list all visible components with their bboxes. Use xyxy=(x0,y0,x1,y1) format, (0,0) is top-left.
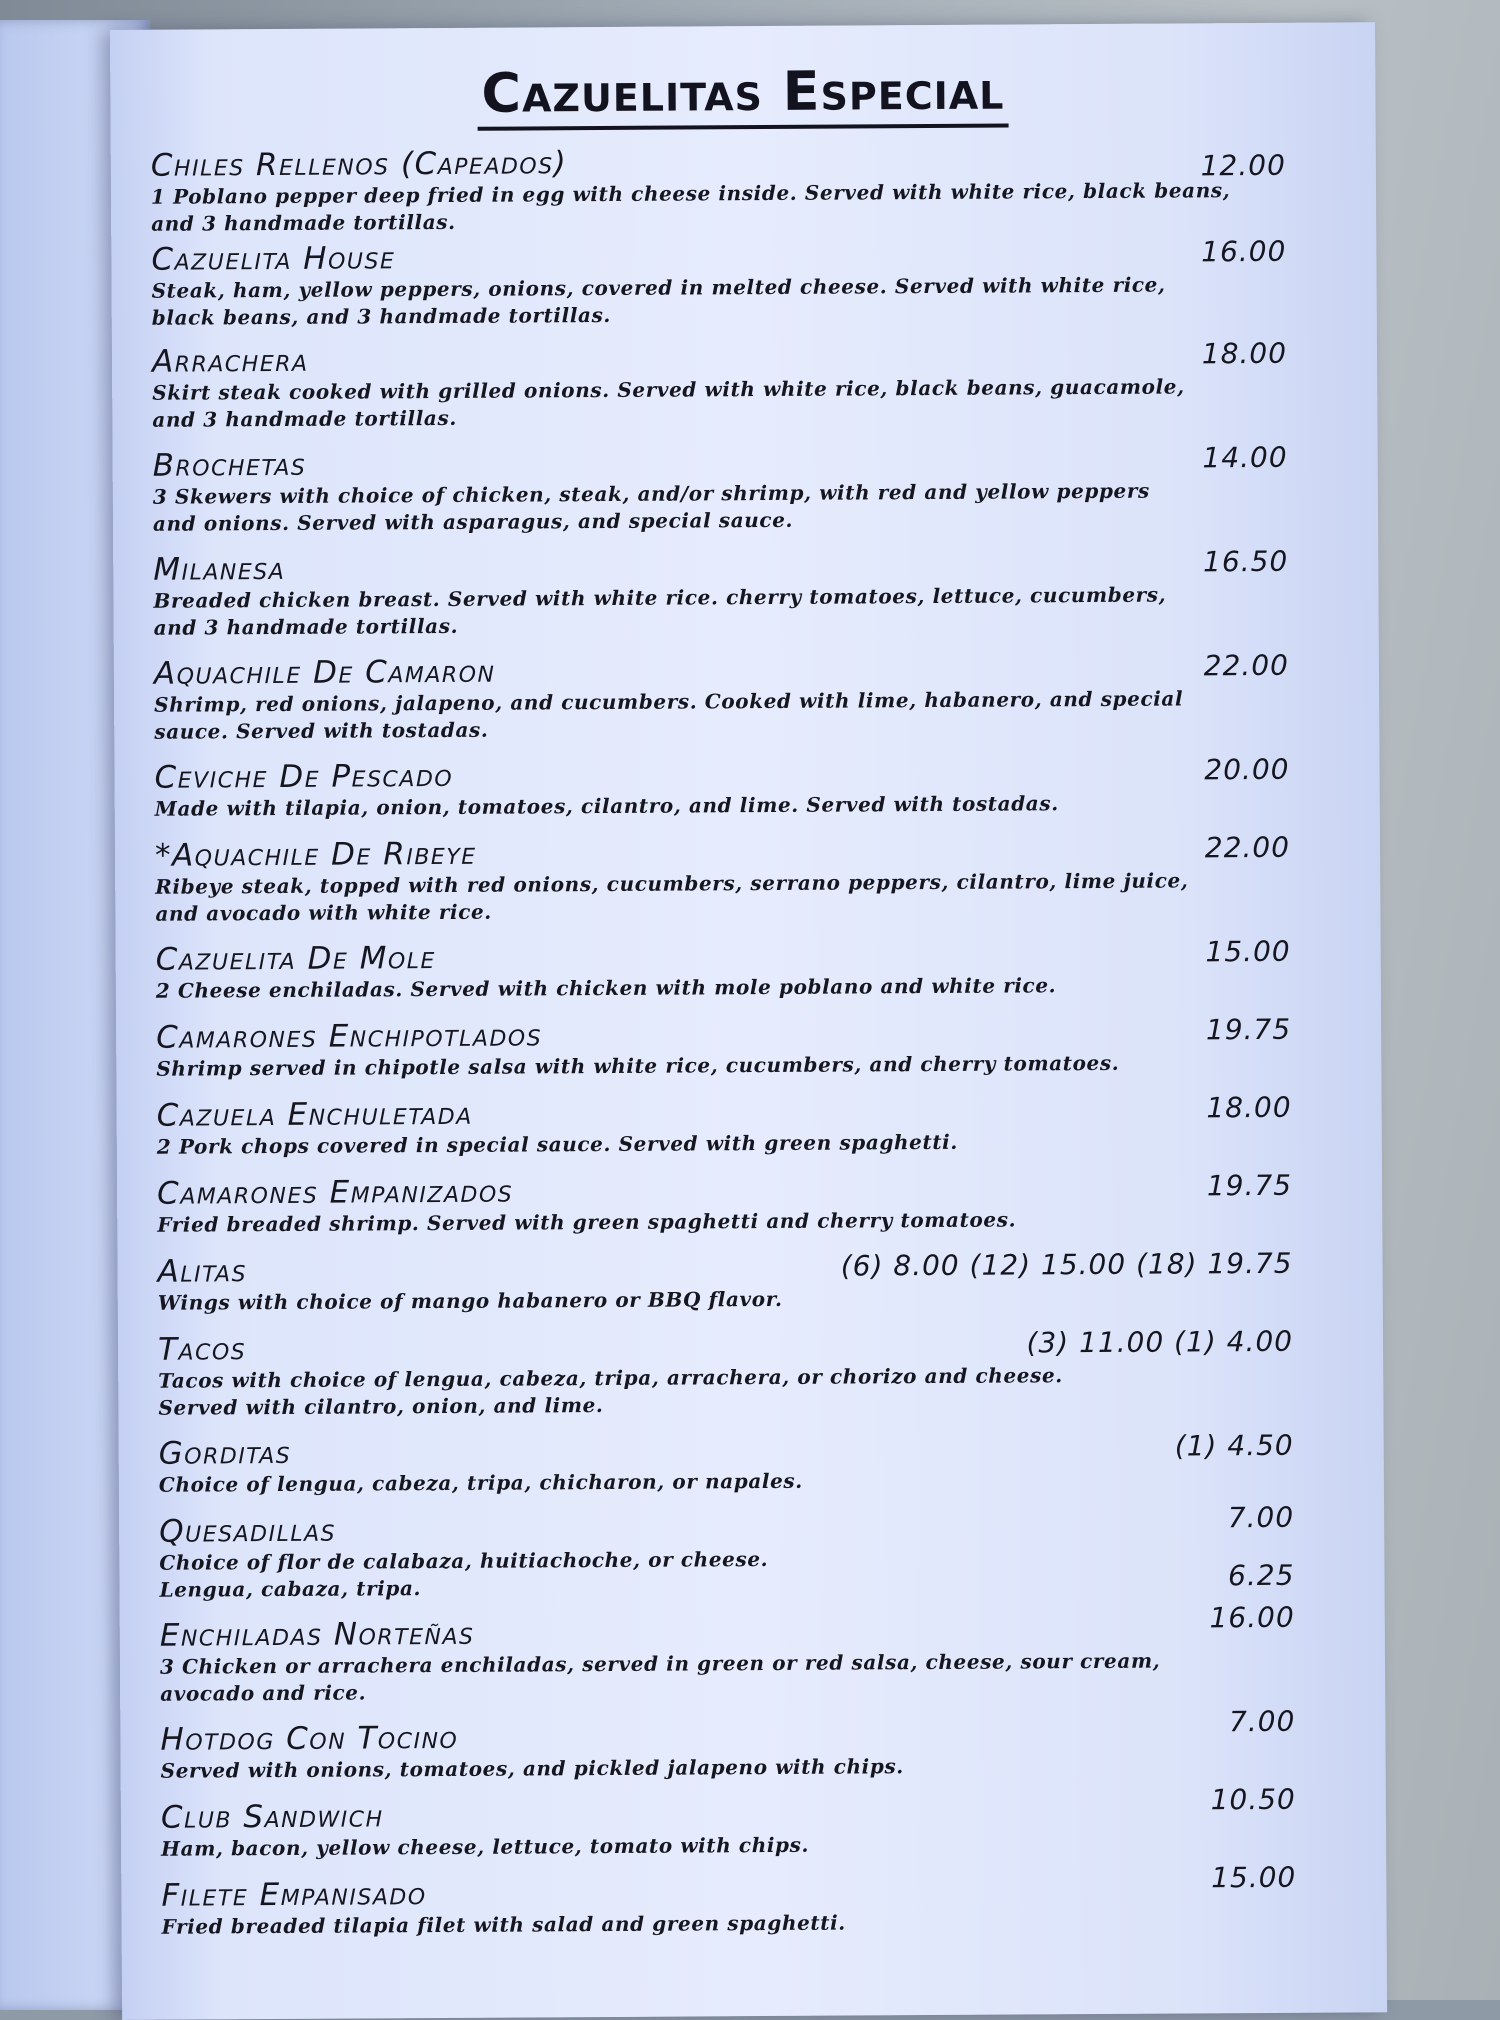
item-name: Aquachile De Camaron xyxy=(153,653,496,692)
menu-item xyxy=(154,648,1380,745)
item-price: 12.00 xyxy=(1200,148,1286,183)
item-name: Filete Empanisado xyxy=(161,1876,427,1914)
item-price: 7.00 xyxy=(1228,1704,1296,1739)
menu-item xyxy=(155,830,1381,927)
item-price: 19.75 xyxy=(1205,1012,1292,1047)
item-name: Camarones Enchipotlados xyxy=(156,1017,543,1056)
item-price: 10.50 xyxy=(1210,1782,1296,1817)
menu-item xyxy=(152,336,1378,433)
item-name: Hotdog Con Tocino xyxy=(160,1719,459,1758)
menu-item xyxy=(159,1428,1384,1498)
item-name: Arrachera xyxy=(151,342,309,380)
item-price: 22.00 xyxy=(1204,830,1291,865)
item-price: 16.00 xyxy=(1209,1600,1295,1635)
item-price: 16.00 xyxy=(1201,234,1287,269)
item-description: Made with tilapia, onion, tomatoes, cilantro, and lime. Served with tostadas. xyxy=(154,791,1059,821)
item-description: Served with onions, tomatoes, and pickled jalapeno with chips. xyxy=(160,1754,904,1783)
item-price: 15.00 xyxy=(1205,934,1291,969)
item-description: 2 Pork chops covered in special sauce. Served with green spaghetti. xyxy=(156,1129,958,1159)
item-name: Cazuelita House xyxy=(151,240,396,278)
item-price: 19.75 xyxy=(1206,1168,1293,1203)
item-price: 14.00 xyxy=(1202,440,1288,475)
item-price: 20.00 xyxy=(1204,752,1290,787)
item-name: Gorditas xyxy=(158,1434,292,1472)
menu-item xyxy=(160,1704,1385,1784)
item-price: 18.00 xyxy=(1201,336,1288,371)
item-description: Steak, ham, yellow peppers, onions, covered in melted cheese. Served with white rice, black beans, and 3 handmade tortillas. xyxy=(151,272,1166,330)
menu-item xyxy=(156,934,1381,1004)
menu-item xyxy=(159,1500,1385,1603)
item-name: Club Sandwich xyxy=(160,1798,384,1836)
item-description: 3 Chicken or arrachera enchiladas, served in green or red salsa, cheese, sour cream, avocado and rice. xyxy=(159,1648,1161,1706)
item-name: Milanesa xyxy=(153,550,286,588)
menu-page xyxy=(110,22,1387,2020)
item-name: Cazuelita De Mole xyxy=(155,940,436,978)
item-price: 7.00 xyxy=(1227,1500,1295,1535)
item-description: Ribeye steak, topped with red onions, cucumbers, serrano peppers, cilantro, lime juice, and avocado with white rice. xyxy=(155,868,1189,926)
menu-title: Cazuelitas Especial xyxy=(110,56,1375,127)
item-price: (3) 11.00 (1) 4.00 xyxy=(1026,1324,1294,1360)
item-price: 18.00 xyxy=(1206,1090,1292,1125)
menu-item xyxy=(151,234,1377,331)
item-name: Tacos xyxy=(157,1331,247,1368)
item-description: Shrimp, red onions, jalapeno, and cucumbers. Cooked with lime, habanero, and special sauce. Served with tostadas. xyxy=(154,686,1184,744)
item-price: 16.50 xyxy=(1202,544,1289,579)
item-price: (1) 4.50 xyxy=(1174,1428,1294,1463)
item-price: (6) 8.00 (12) 15.00 (18) 19.75 xyxy=(840,1246,1293,1283)
item-name: Brochetas xyxy=(152,446,307,484)
menu-item xyxy=(161,1860,1386,1940)
item-price: 15.00 xyxy=(1211,1860,1297,1895)
item-description: 2 Cheese enchiladas. Served with chicken with mole poblano and white rice. xyxy=(155,973,1057,1003)
item-description: 1 Poblano pepper deep fried in egg with cheese inside. Served with white rice, black beans, and 3 handmade tortillas. xyxy=(150,178,1231,236)
menu-item xyxy=(157,1168,1382,1238)
item-description: Fried breaded tilapia filet with salad and green spaghetti. xyxy=(161,1910,846,1939)
item-price-alt: 6.25 xyxy=(1228,1558,1295,1593)
item-description: Skirt steak cooked with grilled onions. Served with white rice, black beans, guacamole, and 3 handmade tortillas. xyxy=(152,374,1185,432)
menu-item xyxy=(153,440,1379,537)
item-name: Chiles Rellenos (Capeados) xyxy=(150,145,568,184)
menu-item xyxy=(156,1012,1381,1082)
menu-item xyxy=(157,1246,1382,1316)
item-description: Wings with choice of mango habanero or BBQ flavor. xyxy=(157,1286,783,1315)
item-description: Choice of flor de calabaza, huitiachoche, or cheese. Lengua, cabaza, tripa. xyxy=(159,1547,769,1602)
item-name: *Aquachile De Ribeye xyxy=(154,835,477,874)
item-price: 22.00 xyxy=(1203,648,1290,683)
item-name: Ceviche De Pescado xyxy=(154,757,454,796)
menu-item xyxy=(158,1324,1384,1421)
item-description: Tacos with choice of lengua, cabeza, tripa, arrachera, or chorizo and cheese. Served with cilantro, onion, and lime. xyxy=(158,1363,1063,1420)
menu-item xyxy=(159,1600,1386,1707)
menu-item xyxy=(151,140,1377,237)
menu-item xyxy=(160,1782,1386,1862)
menu-items xyxy=(110,22,1387,2020)
menu-item xyxy=(157,1090,1382,1160)
item-name: Quesadillas xyxy=(159,1512,337,1550)
item-description: Fried breaded shrimp. Served with green spaghetti and cherry tomatoes. xyxy=(157,1207,1017,1237)
item-name: Cazuela Enchuletada xyxy=(156,1095,473,1134)
item-name: Camarones Empanizados xyxy=(156,1173,514,1212)
menu-item xyxy=(153,544,1379,641)
item-description: 3 Skewers with choice of chicken, steak, and/or shrimp, with red and yellow peppers and onions. Served with asparagus, and special sauce. xyxy=(152,478,1150,536)
item-description: Shrimp served in chipotle salsa with white rice, cucumbers, and cherry tomatoes. xyxy=(156,1050,1120,1081)
item-description: Ham, bacon, yellow cheese, lettuce, tomato with chips. xyxy=(161,1832,810,1861)
item-description: Breaded chicken breast. Served with white rice. cherry tomatoes, lettuce, cucumbers, and 3 handmade tortillas. xyxy=(153,582,1167,640)
item-description: Choice of lengua, cabeza, tripa, chicharon, or napales. xyxy=(158,1468,803,1497)
menu-item xyxy=(154,752,1379,822)
item-name: Alitas xyxy=(157,1253,248,1290)
item-name: Enchiladas Norteñas xyxy=(159,1615,475,1654)
